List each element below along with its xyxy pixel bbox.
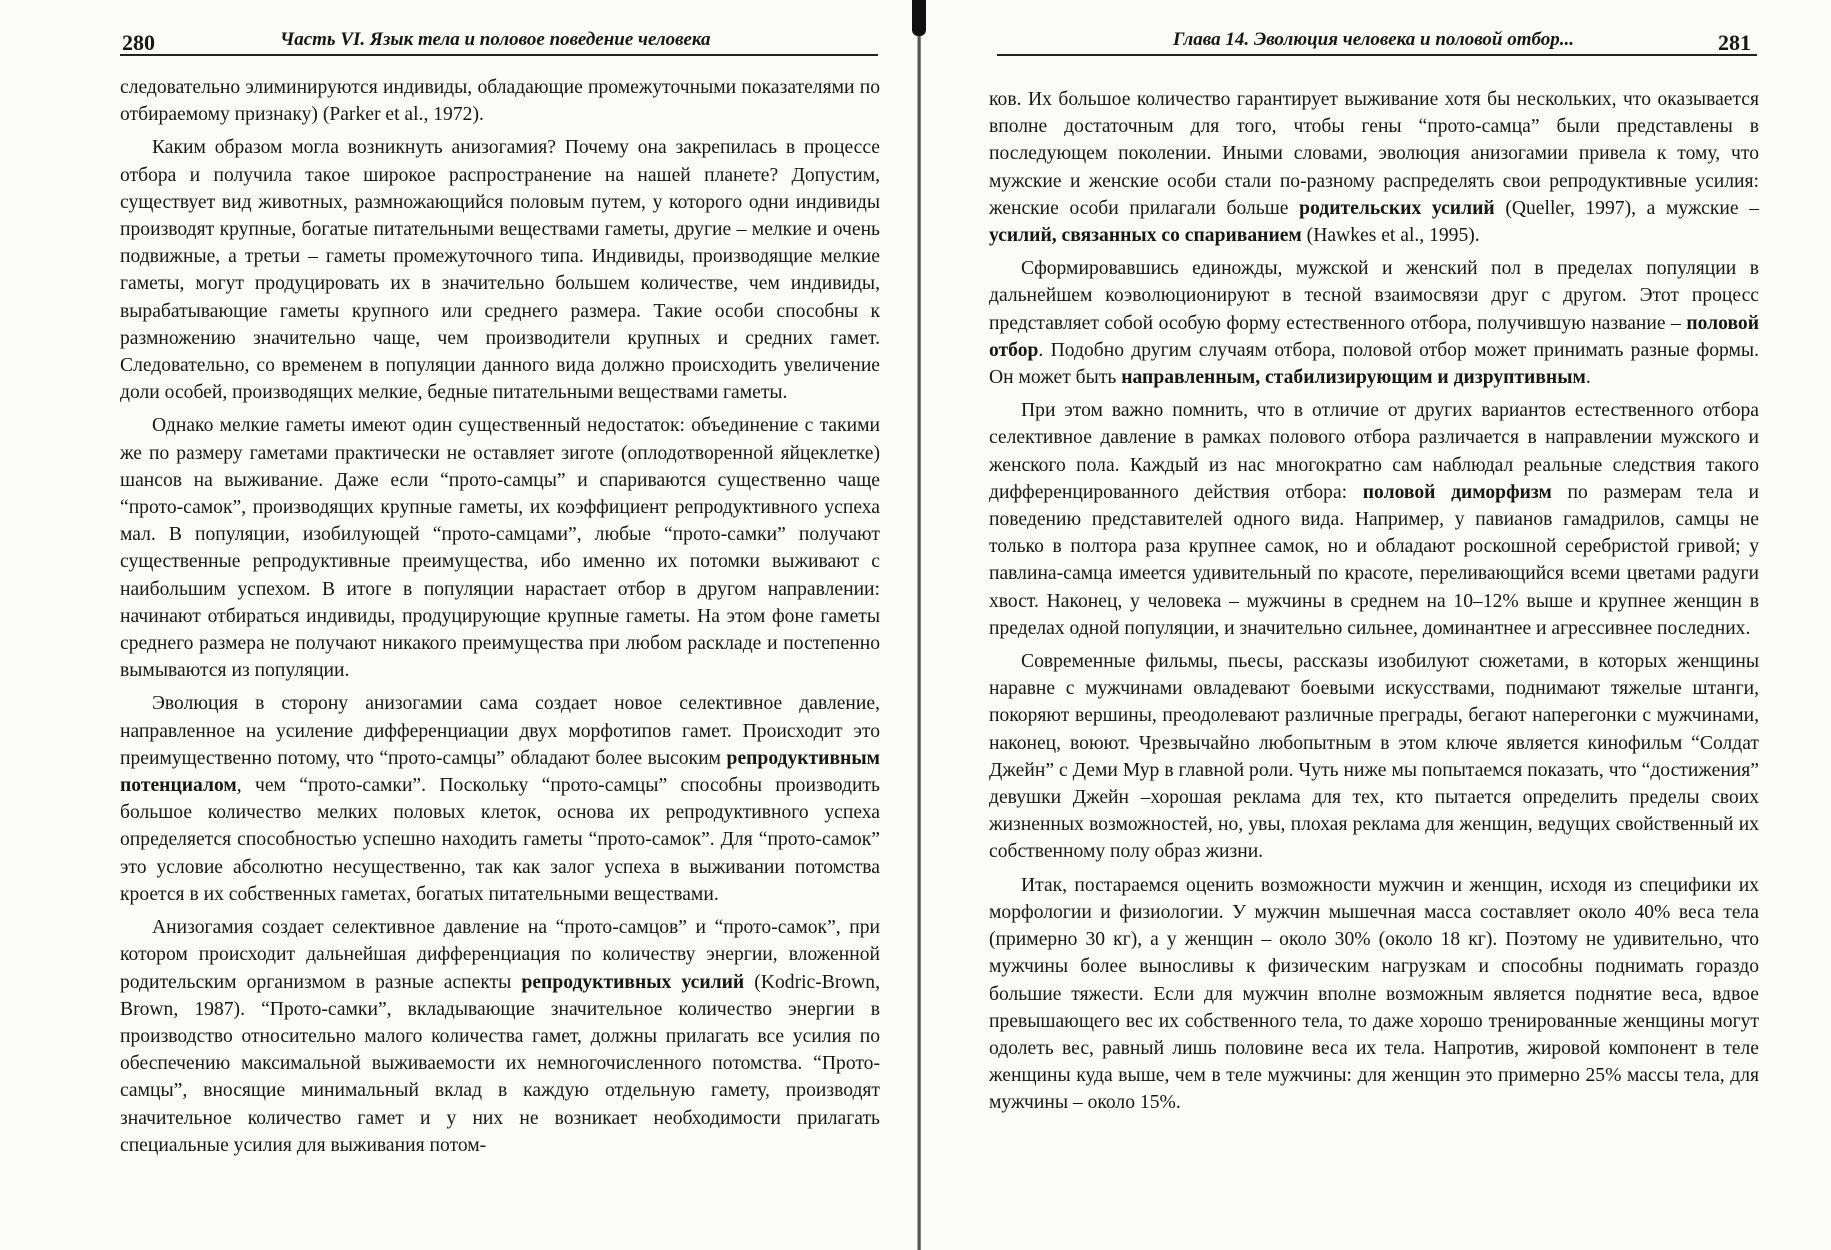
right-page bbox=[935, 0, 1831, 1250]
page-number: 280 bbox=[122, 30, 155, 55]
bold-term: родительских усилий bbox=[1299, 197, 1495, 219]
bold-term: половой диморфизм bbox=[1362, 481, 1552, 503]
binding-mark bbox=[912, 0, 926, 36]
paragraph: Эволюция в сторону анизогамии сама создает новое селективное давление, направленное на усиление дифференциации двух морфотипов гамет. Происходит это преимущественно потому, что “прото-самцы” обладают более высоким репродуктивным потенциалом, чем “прото-самки”. Поскольку “прото-самцы” способны производить большое количество мелких половых клеток, основа их репродуктивного успеха определяется способностью успешно находить гаметы “прото-самок”. Для “прото-самок” это условие абсолютно несущественно, так как залог успеха в выживании потомства кроется в их собственных гаметах, богатых питательными веществами. bbox=[120, 693, 880, 905]
bold-term: репродуктивных усилий bbox=[521, 971, 745, 993]
right-page-header bbox=[997, 22, 1757, 56]
header-rule bbox=[120, 54, 878, 56]
book-gutter bbox=[900, 0, 940, 1250]
paragraph: ков. Их большое количество гарантирует выживание хотя бы нескольких, что оказывается вполне достаточным для того, чтобы гены “прото-самца” были представлены в последующем поколении. Иными словами, эволюция анизогамии привела к тому, что мужские и женские особи стали по-разному распределять свои репродуктивные усилия: женские особи прилагали больше родительских усилий (Queller, 1997), а мужские – усилий, связанных со спариванием (Hawkes et al., 1995). bbox=[989, 89, 1759, 247]
running-title: Глава 14. Эволюция человека и половой отбор... bbox=[1173, 29, 1575, 50]
left-page-body bbox=[120, 74, 880, 1159]
header-rule bbox=[997, 54, 1757, 56]
paragraph: Сформировавшись единожды, мужской и женский пол в пределах популяции в дальнейшем коэволюционируют в тесной взаимосвязи друг с другом. Этот процесс представляет собой особую форму естественного отбора, получившую название – половой отбор. Подобно другим случаям отбора, половой отбор может принимать разные формы. Он может быть направленным, стабилизирующим и дизруптивным. bbox=[989, 258, 1759, 389]
page-number: 281 bbox=[1718, 30, 1751, 55]
running-title: Часть VI. Язык тела и половое поведение человека bbox=[280, 29, 711, 50]
bold-term: репродуктивным потенциалом bbox=[120, 747, 880, 797]
paragraph: Итак, постараемся оценить возможности мужчин и женщин, исходя из специфики их морфологии и физиологии. У мужчин мышечная масса составляет около 40% веса тела (примерно 30 кг), а у женщин – около 30% (около 18 кг). Поэтому не удивительно, что мужчины более выносливы к физическим нагрузкам и способны поднимать гораздо большие тяжести. Если для мужчин вполне возможным является поднятие веса, вдвое превышающего вес их собственного тела, то даже хорошо тренированные женщины могут одолеть вес, равный лишь половине веса их тела. Напротив, жировой компонент в теле женщины куда выше, чем в теле мужчины: для женщин это примерно 25% массы тела, для мужчины – около 15%. bbox=[989, 874, 1759, 1114]
bold-term: усилий, связанных со спариванием bbox=[989, 225, 1302, 247]
paragraph: При этом важно помнить, что в отличие от других вариантов естественного отбора селективное давление в рамках полового отбора различается в направлении мужского и женского пола. Каждый из нас многократно сам наблюдал реальные следствия такого дифференцированного действия отбора: половой диморфизм по размерам тела и поведению представителей одного вида. Например, у павианов гамадрилов, самцы не только в полтора раза крупнее самок, но и обладают роскошной серебристой гривой; у павлина-самца имеется удивительный по красоте, переливающийся всеми цветами радуги хвост. Наконец, у человека – мужчины в среднем на 10–12% выше и крупнее женщин в пределах одной популяции, и значительно сильнее, доминантнее и агрессивнее последних. bbox=[989, 400, 1760, 639]
paragraph: Современные фильмы, пьесы, рассказы изобилуют сюжетами, в которых женщины наравне с мужчинами овладевают боевыми искусствами, поднимают тяжелые штанги, покоряют вершины, преодолевают различные преграды, бегают наперегонки с мужчинами, наконец, воюют. Чрезвычайно любопытным в этом ключе является кинофильм “Солдат Джейн” с Деми Мур в главной роли. Чуть ниже мы попытаемся показать, что “достижения” девушки Джейн –хорошая реклама для тех, кто пытается определить пределы своих жизненных возможностей, но, увы, плохая реклама для женщин, ведущих свойственный их собственному полу образ жизни. bbox=[989, 651, 1759, 863]
paragraph: Каким образом могла возникнуть анизогамия? Почему она закрепилась в процессе отбора и получила такое широкое распространение на нашей планете? Допустим, существует вид животных, размножающийся половым путем, у которого одни индивиды производят крупные, богатые питательными веществами гаметы, другие – мелкие и очень подвижные, а третьи – гаметы промежуточного типа. Индивиды, производящие мелкие гаметы, могут продуцировать их в значительно большем количестве, чем индивиды, вырабатывающие гаметы крупного или среднего размера. Такие особи способны к размножению значительно чаще, чем производители крупных и средних гамет. Следовательно, со временем в популяции данного вида должно происходить увеличение доли особей, производящих мелкие, бедные питательными веществами гаметы. bbox=[120, 137, 880, 404]
left-page bbox=[0, 0, 905, 1250]
paragraph: следовательно элиминируются индивиды, обладающие промежуточными показателями по отбираемому признаку) (Parker et al., 1972). bbox=[120, 77, 880, 126]
paragraph: Анизогамия создает селективное давление на “прото-самцов” и “прото-самок”, при котором происходит дальнейшая дифференциация по количеству энергии, вложенной родительским организмом в разные аспекты репродуктивных усилий (Kodric-Brown, Brown, 1987). “Прото-самки”, вкладывающие значительное количество энергии в производство относительно малого количества гамет, должны прилагать все усилия по обеспечению максимальной выживаемости их немногочисленного потомства. “Прото-самцы”, вносящие минимальный вклад в каждую отдельную гамету, производят значительное количество гамет и у них не возникает необходимости прилагать специальные усилия для выживания потом- bbox=[120, 917, 880, 1156]
bold-term: направленным, стабилизирующим и дизруптивным bbox=[1121, 367, 1586, 389]
right-page-body bbox=[989, 86, 1759, 1117]
gutter-shadow bbox=[917, 0, 921, 1250]
paragraph: Однако мелкие гаметы имеют один существенный недостаток: объединение с такими же по размеру гаметами практически не оставляет зиготе (оплодотворенной яйцеклетке) шансов на выживание. Даже если “прото-самцы” и спариваются существенно чаще “прото-самок”, производящих крупные гаметы, их коэффициент репродуктивного успеха мал. В популяции, изобилующей “прото-самцами”, любые “прото-самки” получают существенные репродуктивные преимущества, ибо именно их потомки выживают с наибольшим успехом. В итоге в популяции нарастает отбор в другом направлении: начинают отбираться индивиды, продуцирующие крупные гаметы. На этом фоне гаметы среднего размера не получают никакого преимущества при любом раскладе и постепенно вымываются из популяции. bbox=[120, 415, 880, 682]
left-page-header bbox=[120, 22, 878, 56]
bold-term: половой отбор bbox=[989, 312, 1759, 361]
